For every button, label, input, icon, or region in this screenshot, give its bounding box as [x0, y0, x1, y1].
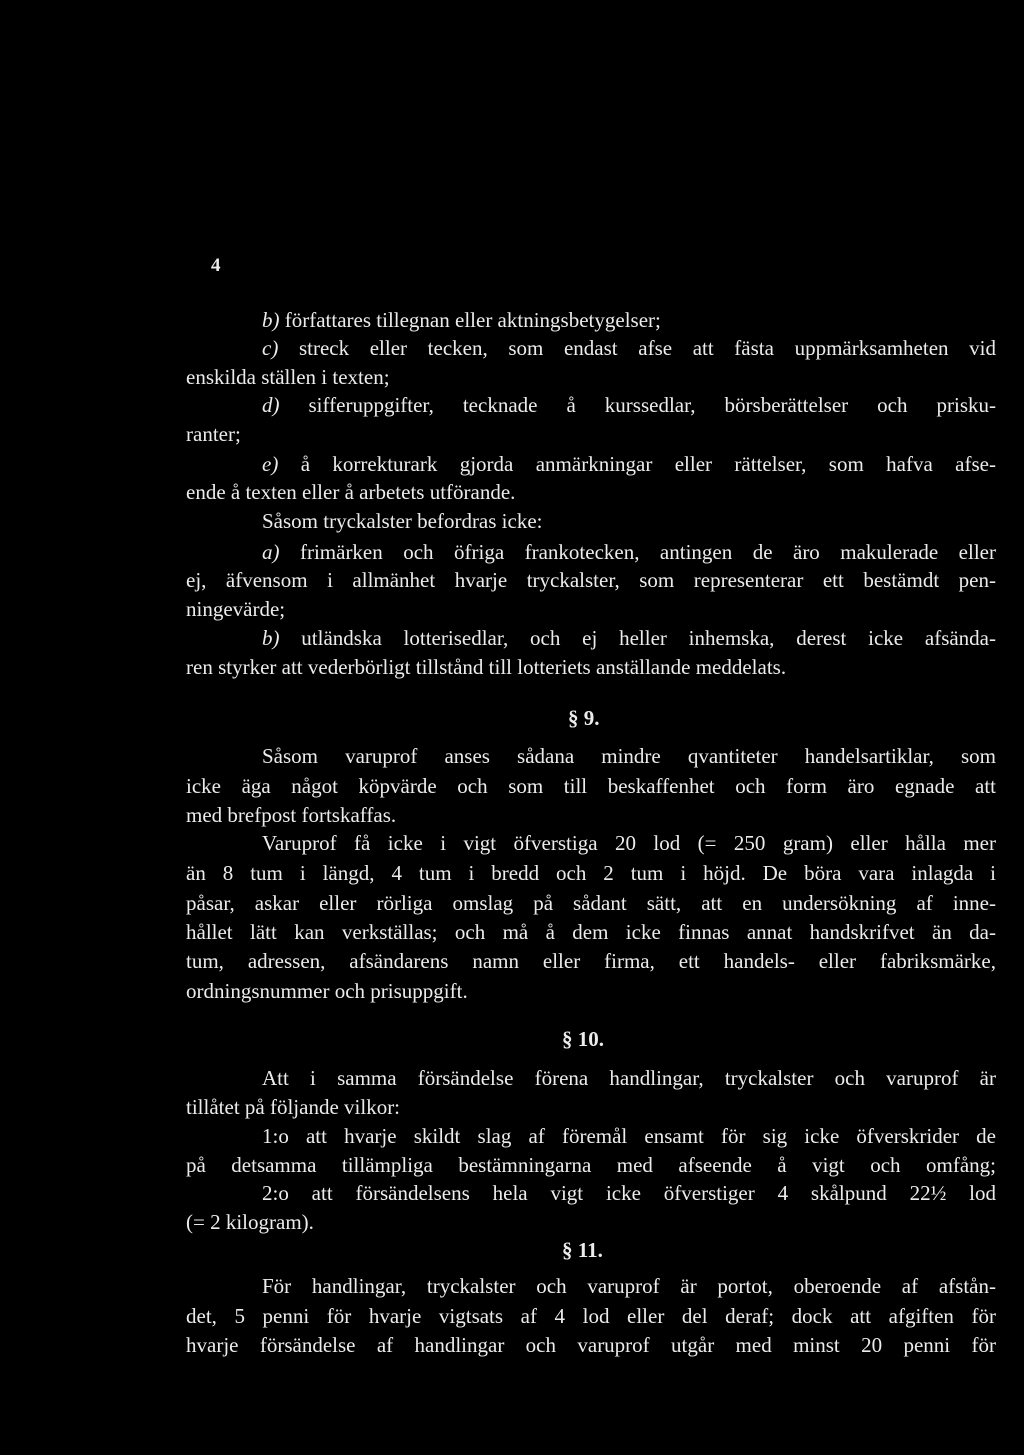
text-line: ej, äfvensom i allmänhet hvarje tryckalster, som representerar ett bestämdt pen- [186, 568, 996, 592]
text-line: ende å texten eller å arbetets utförande. [186, 480, 516, 504]
text-line: med brefpost fortskaffas. [186, 803, 397, 827]
text-line: c) streck eller tecken, som endast afse att fästa uppmärksamheten vid [262, 336, 996, 360]
text-line: 2:o att försändelsens hela vigt icke öfverstiger 4 skålpund 22½ lod [262, 1181, 996, 1205]
text-line: b) utländska lotterisedlar, och ej heller inhemska, derest icke afsända- [262, 626, 996, 650]
text-line: hvarje försändelse af handlingar och varuprof utgår med minst 20 penni för [186, 1333, 996, 1357]
text-line: e) å korrekturark gjorda anmärkningar eller rättelser, som hafva afse- [262, 452, 996, 476]
text-line: hållet lätt kan verkställas; och må å dem icke finnas annat handskrifvet än da- [186, 920, 996, 944]
text-line: 1:o att hvarje skildt slag af föremål ensamt för sig icke öfverskrider de [262, 1124, 996, 1148]
text-line: tum, adressen, afsändarens namn eller firma, ett handels- eller fabriksmärke, [186, 949, 996, 973]
text-line: ordningsnummer och prisuppgift. [186, 979, 468, 1003]
text-line: Varuprof få icke i vigt öfverstiga 20 lod (= 250 gram) eller hålla mer [262, 831, 996, 855]
text-line: tillåtet på följande vilkor: [186, 1095, 401, 1119]
text-line: Såsom varuprof anses sådana mindre qvantiteter handelsartiklar, som [262, 744, 996, 768]
text-line: d) sifferuppgifter, tecknade å kurssedlar, börsberättelser och prisku- [262, 393, 996, 417]
text-line: ren styrker att vederbörligt tillstånd till lotteriets anställande meddelats. [186, 655, 787, 679]
text-line: enskilda ställen i texten; [186, 365, 390, 389]
section-heading: § 10. [562, 1027, 604, 1051]
text-line: det, 5 penni för hvarje vigtsats af 4 lod eller del deraf; dock att afgiften för [186, 1304, 996, 1328]
text-line: ranter; [186, 422, 241, 446]
text-line: icke äga något köpvärde och som till beskaffenhet och form äro egnade att [186, 774, 996, 798]
text-line: påsar, askar eller rörliga omslag på sådant sätt, att en undersökning af inne- [186, 891, 996, 915]
text-line: För handlingar, tryckalster och varuprof är portot, oberoende af afstån- [262, 1274, 996, 1298]
text-line: Såsom tryckalster befordras icke: [262, 509, 543, 533]
page-number: 4 [211, 255, 221, 276]
text-line: Att i samma försändelse förena handlingar, tryckalster och varuprof är [262, 1066, 996, 1090]
text-line: ningevärde; [186, 597, 286, 621]
text-line: b) författares tillegnan eller aktningsbetygelser; [262, 308, 661, 332]
section-heading: § 11. [562, 1238, 603, 1262]
text-line: än 8 tum i längd, 4 tum i bredd och 2 tum i höjd. De böra vara inlagda i [186, 861, 996, 885]
text-line: på detsamma tillämpliga bestämningarna med afseende å vigt och omfång; [186, 1153, 996, 1177]
section-heading: § 9. [568, 706, 600, 730]
text-line: (= 2 kilogram). [186, 1210, 314, 1234]
text-line: a) frimärken och öfriga frankotecken, antingen de äro makulerade eller [262, 540, 996, 564]
